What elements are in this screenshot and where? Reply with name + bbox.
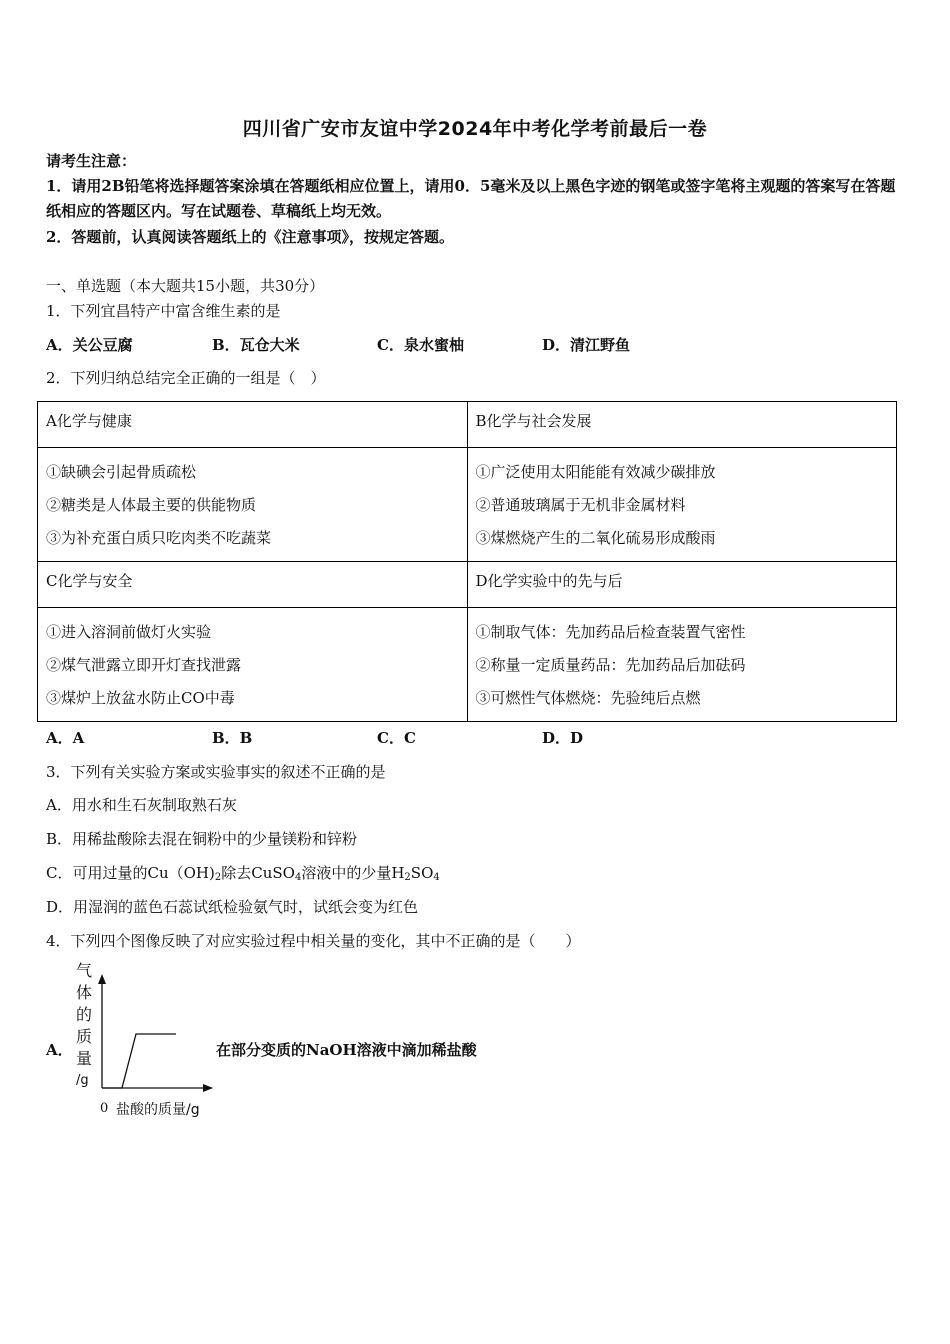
cell-c-line-1: ①进入溶洞前做灯火实验 xyxy=(46,623,212,641)
cell-b-line-2: ②普通玻璃属于无机非金属材料 xyxy=(475,496,686,514)
q3-c-text-1: C．可用过量的Cu（OH) xyxy=(46,864,215,882)
notice-item-1: 1．请用2B铅笔将选择题答案涂填在答题纸相应位置上，请用0．5毫米及以上黑色字迹的钢笔或签字笔将主观题的答案写在答题纸相应的答题区内。写在试题卷、草稿纸上均无效。 xyxy=(46,177,896,220)
q3-stem: 3．下列有关实验方案或实验事实的叙述不正确的是 xyxy=(46,763,386,781)
q1-option-c: C．泉水蜜柚 xyxy=(377,336,464,354)
q1-option-d: D．清江野鱼 xyxy=(542,336,631,354)
cell-a-line-2: ②糖类是人体最主要的供能物质 xyxy=(46,496,257,514)
q3-option-d: D．用湿润的蓝色石蕊试纸检验氨气时，试纸会变为红色 xyxy=(46,898,419,916)
cell-b-line-1: ①广泛使用太阳能能有效减少碳排放 xyxy=(475,463,716,481)
q3-c-text-4: SO xyxy=(410,864,434,882)
q4-option-a-graph xyxy=(66,960,226,1120)
q3-option-b: B．用稀盐酸除去混在铜粉中的少量镁粉和锌粉 xyxy=(46,830,358,848)
cell-a-line-1: ①缺碘会引起骨质疏松 xyxy=(46,463,197,481)
q2-table xyxy=(37,401,897,722)
y-axis-arrow xyxy=(98,974,106,984)
x-axis-label: 盐酸的质量/g xyxy=(116,1102,200,1118)
notice-item-2: 2．答题前，认真阅读答题纸上的《注意事项》，按规定答题。 xyxy=(46,228,454,246)
q4-option-a-label: A． xyxy=(46,1041,73,1059)
cell-c-body xyxy=(38,608,468,722)
q2-option-a: A．A xyxy=(46,729,85,747)
cell-c-title: C化学与安全 xyxy=(38,562,468,608)
y-label-char-1: 气 xyxy=(76,961,93,980)
q3-c-sub-2: 4 xyxy=(294,872,302,883)
q2-options xyxy=(46,728,906,748)
y-axis-label xyxy=(76,961,92,1088)
q3-c-sub-1: 2 xyxy=(214,872,222,883)
y-label-char-6: /g xyxy=(76,1073,89,1088)
cell-c-line-2: ②煤气泄露立即开灯查找泄露 xyxy=(46,656,242,674)
q1-options xyxy=(46,335,906,355)
q3-c-sub-3: 2 xyxy=(404,872,411,883)
q3-c-sub-4: 4 xyxy=(433,872,440,883)
notice-heading: 请考生注意： xyxy=(46,152,137,170)
section-heading: 一、单选题（本大题共15小题，共30分） xyxy=(46,277,325,295)
q2-option-d: D．D xyxy=(542,729,584,747)
page-title: 四川省广安市友谊中学2024年中考化学考前最后一卷 xyxy=(242,118,708,140)
cell-b-title: B化学与社会发展 xyxy=(467,402,897,448)
cell-d-title: D化学实验中的先与后 xyxy=(467,562,897,608)
q2-option-b: B．B xyxy=(212,729,253,747)
q4-option-a-description: 在部分变质的NaOH溶液中滴加稀盐酸 xyxy=(216,1041,477,1059)
q4-stem: 4．下列四个图像反映了对应实验过程中相关量的变化，其中不正确的是（ ） xyxy=(46,932,581,950)
q3-option-c xyxy=(46,863,440,888)
cell-d-body xyxy=(467,608,897,722)
y-label-char-3: 的 xyxy=(76,1005,93,1024)
origin-label: 0 xyxy=(100,1101,109,1116)
cell-b-body xyxy=(467,448,897,562)
cell-d-line-3: ③可燃性气体燃烧：先验纯后点燃 xyxy=(475,689,701,707)
y-label-char-5: 量 xyxy=(76,1049,93,1068)
q3-option-a: A．用水和生石灰制取熟石灰 xyxy=(46,796,237,814)
cell-c-line-3: ③煤炉上放盆水防止CO中毒 xyxy=(46,689,235,707)
cell-a-line-3: ③为补充蛋白质只吃肉类不吃蔬菜 xyxy=(46,529,272,547)
cell-b-line-3: ③煤燃烧产生的二氧化硫易形成酸雨 xyxy=(475,529,716,547)
cell-a-body xyxy=(38,448,468,562)
q1-stem: 1．下列宜昌特产中富含维生素的是 xyxy=(46,302,281,320)
x-axis-arrow xyxy=(203,1084,213,1092)
q3-c-text-2: 除去CuSO xyxy=(221,864,295,882)
y-label-char-2: 体 xyxy=(76,983,93,1002)
q3-c-text-3: 溶液中的少量H xyxy=(301,864,405,882)
cell-a-title: A化学与健康 xyxy=(38,402,468,448)
q1-option-b: B．瓦仓大米 xyxy=(212,336,300,354)
data-curve xyxy=(102,1034,176,1088)
y-label-char-4: 质 xyxy=(76,1027,93,1046)
q2-option-c: C．C xyxy=(377,729,416,747)
q1-option-a: A．关公豆腐 xyxy=(46,336,133,354)
cell-d-line-2: ②称量一定质量药品：先加药品后加砝码 xyxy=(475,656,746,674)
q2-stem: 2．下列归纳总结完全正确的一组是（ ） xyxy=(46,369,326,387)
cell-d-line-1: ①制取气体：先加药品后检查装置气密性 xyxy=(475,623,746,641)
